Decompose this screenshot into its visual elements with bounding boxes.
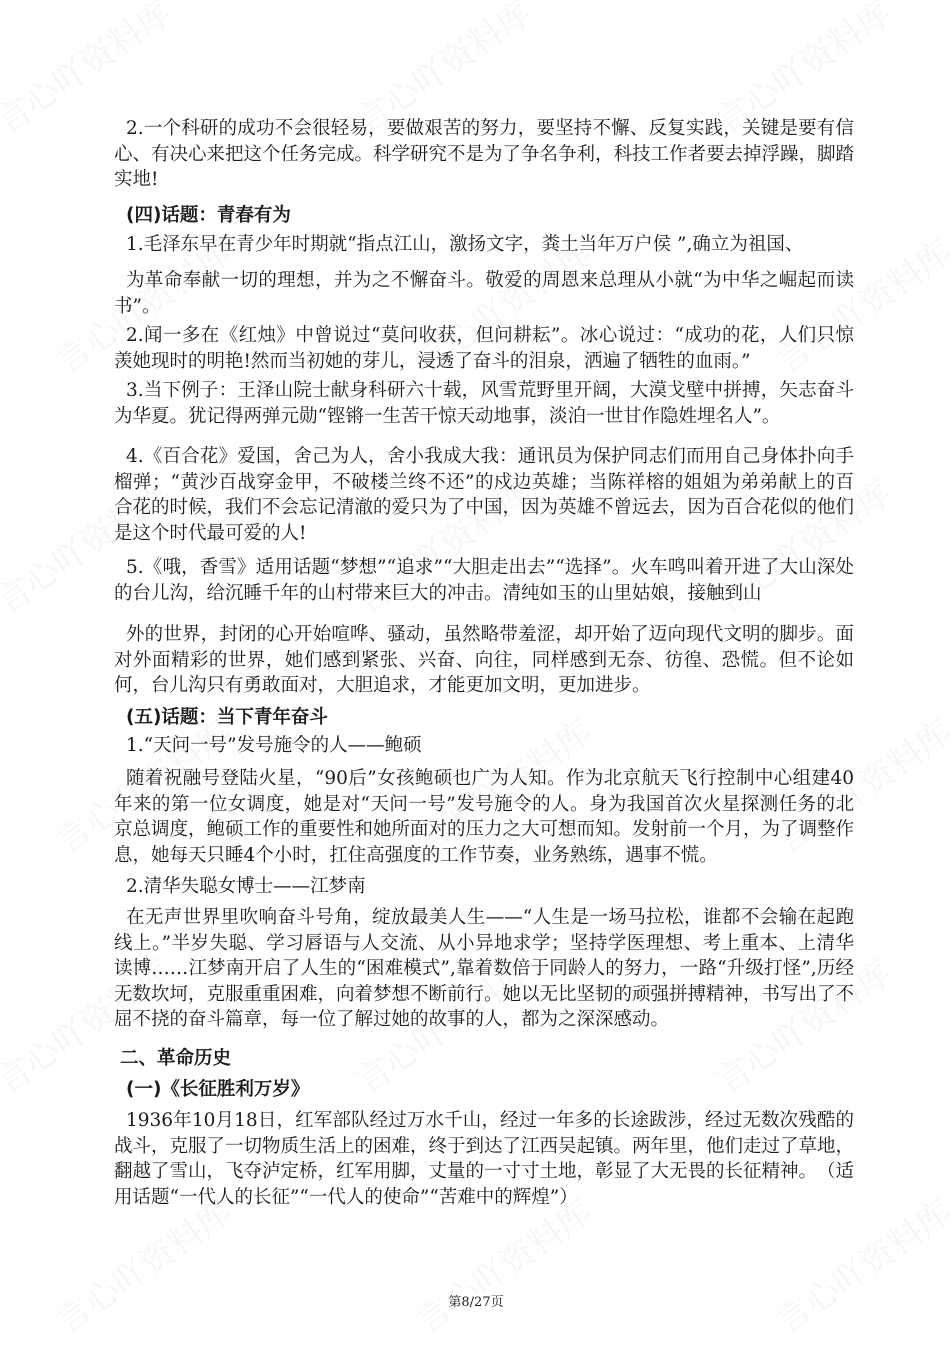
paragraph: 1936年10月18日，红军部队经过万水千山，经过一年多的长途跋涉，经过无数次残酷的战斗，克服了一切物质生活上的困难，终于到达了江西吴起镇。两年里，他们走过了草地，翻越了雪山，飞夺泸定桥，红军用脚，丈量的一寸寸土地，彰显了大无畏的长征精神。 （适用话题“一代人的长征”“一代人的使命”“苦难中的辉煌”） (114, 1110, 855, 1208)
paragraph: 4.《百合花》爱国，舍己为人，舍小我成大我：通讯员为保护同志们而用自己身体扑向手榴弹；“黄沙百战穿金甲，不破楼兰终不还”的戍边英雄；当陈祥榕的姐姐为弟弟献上的百合花的时候，我们不会忘记清澈的爱只为了中国，因为英雄不曾远去，因为百合花似的他们是这个时代最可爱的人! (114, 446, 855, 544)
section-heading: (四)话题：青春有为 (126, 205, 291, 226)
chapter-heading: 二、革命历史 (120, 1048, 232, 1069)
paragraph: 1.“天问一号”发号施令的人——鲍硕 (126, 735, 422, 756)
paragraph: 2.闻一多在《红烛》中曾说过“莫问收获，但问耕耘”。冰心说过：“成功的花，人们只惊羡她现时的明艳!然而当初她的芽儿，浸透了奋斗的泪泉，洒遍了牺牲的血雨。” (114, 325, 854, 372)
paragraph: 外的世界，封闭的心开始喧哗、骚动，虽然略带羞涩，却开始了迈向现代文明的脚步。面对外面精彩的世界，她们感到紧张、兴奋、向往，同样感到无奈、彷徨、恐慌。但不论如何，台儿沟只有勇敢面对，大胆追求，才能更加文明，更加进步。 (114, 624, 854, 696)
paragraph: 3.当下例子：王泽山院士献身科研六十载，风雪荒野里开阔，大漠戈壁中拼搏，矢志奋斗为华夏。犹记得两弹元勋“铿锵一生苦干惊天动地事，淡泊一世甘作隐姓埋名人”。 (114, 380, 854, 427)
paragraph: 5.《哦，香雪》适用话题“梦想”“追求”“大胆走出去”“选择”。火车鸣叫着开进了大山深处的台儿沟，给沉睡千年的山村带来巨大的冲击。清纯如玉的山里姑娘，接触到山 (114, 557, 854, 604)
section-heading: (一)《长征胜利万岁》 (126, 1079, 310, 1100)
page-number: 第8/27页 (448, 1295, 504, 1310)
paragraph: 2.清华失聪女博士——江梦南 (126, 876, 366, 897)
paragraph: 为革命奉献一切的理想，并为之不懈奋斗。敬爱的周恩来总理从小就“为中华之崛起而读书”。 (114, 270, 854, 317)
paragraph: 随着祝融号登陆火星，“90后”女孩鲍硕也广为人知。作为北京航天飞行控制中心组建40年来的第一位女调度，她是对“天问一号”发号施令的人。身为我国首次火星探测任务的北京总调度，鲍硕工作的重要性和她所面对的压力之大可想而知。发射前一个月，为了调整作息，她每天只睡4个小时，扛住高强度的工作节奏，业务熟练，遇事不慌。 (114, 768, 855, 866)
paragraph: 在无声世界里吹响奋斗号角，绽放最美人生——“人生是一场马拉松，谁都不会输在起跑线上。”半岁失聪、学习唇语与人交流、从小异地求学；坚持学医理想、考上重本、上清华读博……江梦南开启了人生的“困难模式”,靠着数倍于同龄人的努力，一路“升级打怪”,历经无数坎坷，克服重重困难，向着梦想不断前行。她以无比坚韧的顽强拼搏精神，书写出了不屈不挠的奋斗篇章，每一位了解过她的故事的人，都为之深深感动。 (114, 907, 855, 1030)
section-heading: (五)话题：当下青年奋斗 (126, 707, 328, 728)
paragraph: 2.一个科研的成功不会很轻易，要做艰苦的努力，要坚持不懈、反复实践，关键是要有信心、有决心来把这个任务完成。科学研究不是为了争名争利，科技工作者要去掉浮躁，脚踏实地! (114, 118, 855, 190)
paragraph: 1.毛泽东早在青少年时期就“指点江山，激扬文字，粪土当年万户侯 ”,确立为祖国、 (126, 234, 804, 255)
